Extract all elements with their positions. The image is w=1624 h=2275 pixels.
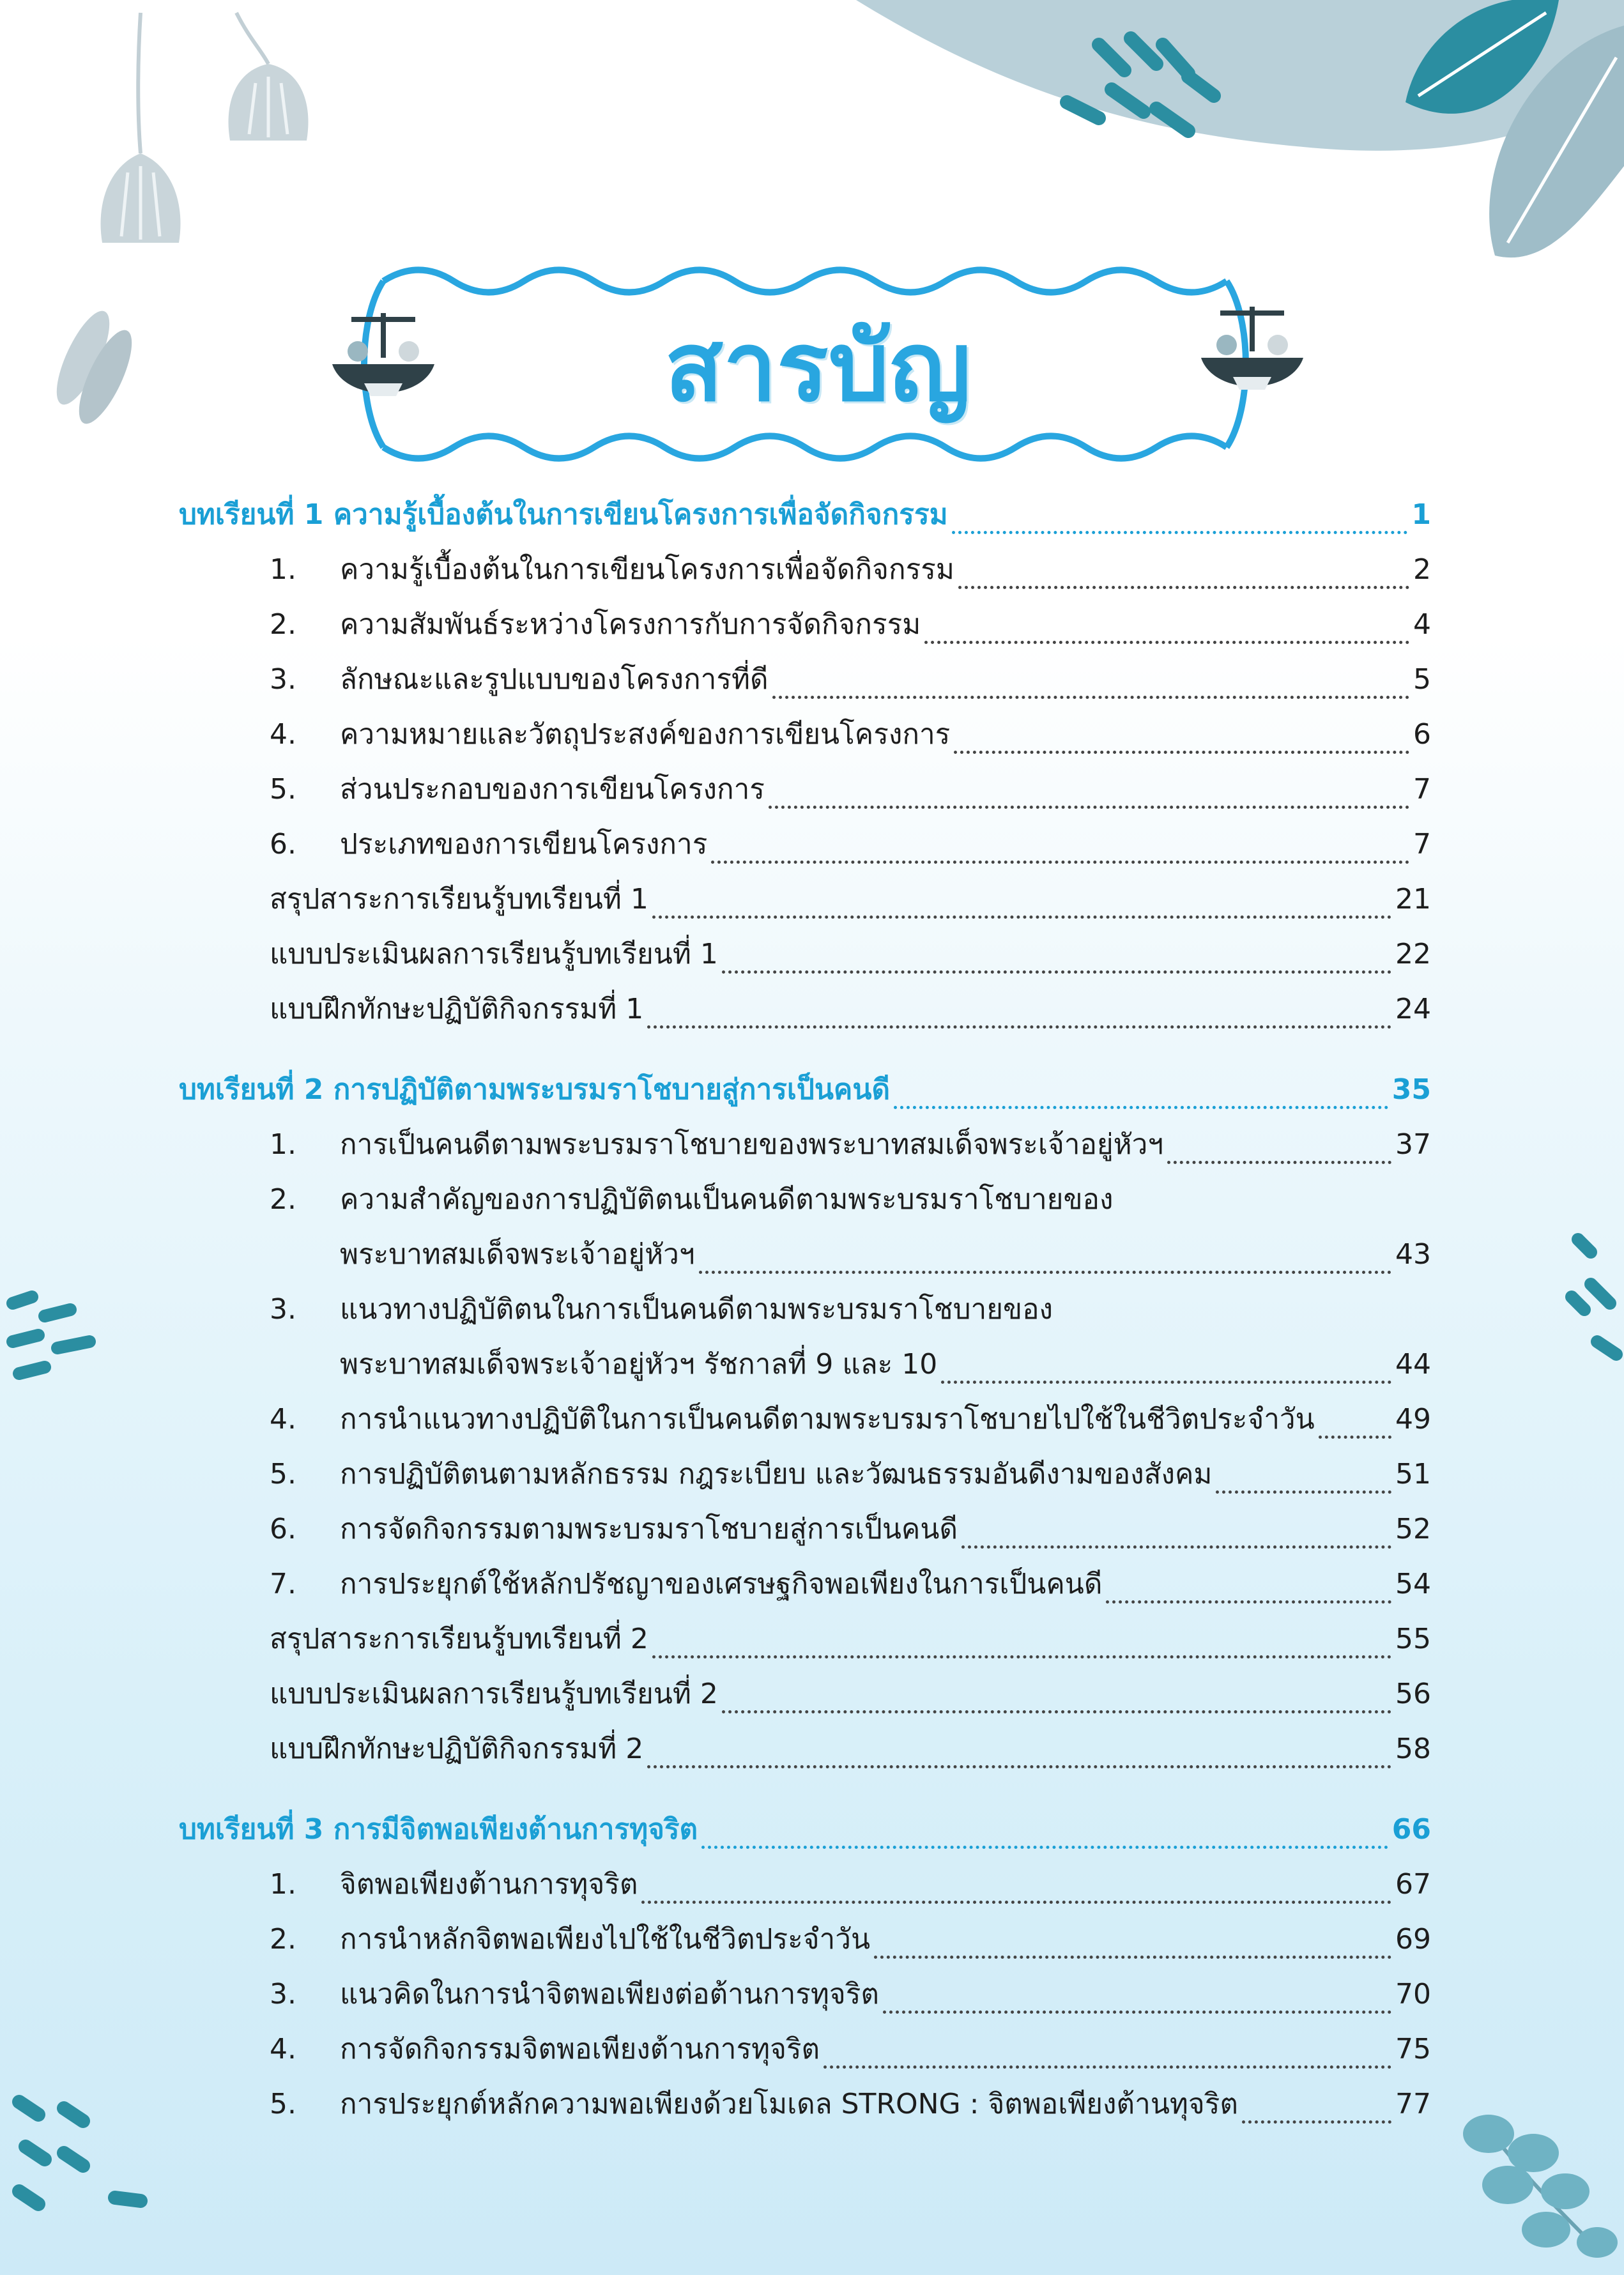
- toc-summary-label: แบบฝึกทักษะปฏิบัติกิจกรรมที่ 2: [270, 1733, 644, 1765]
- toc-summary-label: แบบประเมินผลการเรียนรู้บทเรียนที่ 1: [270, 938, 718, 970]
- dot-leader: [699, 1243, 1391, 1274]
- chapter-title: บทเรียนที่ 3 การมีจิตพอเพียงต้านการทุจริต: [179, 1813, 698, 1846]
- toc-summary-label: สรุปสาระการเรียนรู้บทเรียนที่ 1: [270, 883, 648, 915]
- table-of-contents: [179, 492, 1431, 2136]
- toc-item-page-number: 4: [1413, 608, 1431, 641]
- toc-item-label: การเป็นคนดีตามพระบรมราโชบายของพระบาทสมเด็จพระเจ้าอยู่หัวฯ: [340, 1128, 1164, 1161]
- toc-item-number: 2.: [270, 1923, 296, 1956]
- dot-leader: [722, 1682, 1391, 1713]
- toc-summary-item[interactable]: [179, 986, 1431, 1041]
- toc-item[interactable]: [179, 1177, 1431, 1232]
- dot-leader: [924, 613, 1409, 644]
- toc-item-page-number: 7: [1413, 828, 1431, 861]
- top-left-flower-decoration: [77, 0, 345, 268]
- chapter-title: บทเรียนที่ 1 ความรู้เบื้องต้นในการเขียนโครงการเพื่อจัดกิจกรรม: [179, 498, 948, 531]
- dot-leader: [652, 1627, 1391, 1658]
- toc-item[interactable]: [179, 822, 1431, 877]
- chapter-page-number: 66: [1391, 1813, 1431, 1846]
- toc-item-label: ความสำคัญของการปฏิบัติตนเป็นคนดีตามพระบรมราโชบายของ: [340, 1183, 1114, 1216]
- toc-item[interactable]: [179, 1397, 1431, 1452]
- toc-item-continuation[interactable]: [179, 1232, 1431, 1287]
- toc-item-number: 7.: [270, 1568, 296, 1600]
- toc-item-page-number: 75: [1395, 2033, 1431, 2065]
- toc-item-label: ประเภทของการเขียนโครงการ: [340, 828, 708, 861]
- toc-item-page-number: 67: [1395, 1868, 1431, 1901]
- toc-item-label: การนำหลักจิตพอเพียงไปใช้ในชีวิตประจำวัน: [340, 1923, 871, 1956]
- toc-item-number: 1.: [270, 1128, 296, 1161]
- chapter-page-number: 1: [1411, 498, 1431, 531]
- dot-leader: [883, 1982, 1391, 2014]
- chapter-heading[interactable]: [179, 1067, 1431, 1122]
- dot-leader: [1319, 1407, 1391, 1439]
- dot-leader: [941, 1352, 1391, 1384]
- chapter-heading[interactable]: [179, 492, 1431, 547]
- dot-leader: [722, 942, 1391, 974]
- dot-leader: [1106, 1572, 1391, 1604]
- toc-item-page-number: 6: [1413, 718, 1431, 751]
- toc-item-number: 2.: [270, 1183, 296, 1216]
- dot-leader: [1242, 2092, 1391, 2124]
- toc-item-label: ส่วนประกอบของการเขียนโครงการ: [340, 773, 765, 806]
- toc-item-label-continued: พระบาทสมเด็จพระเจ้าอยู่หัวฯ รัชกาลที่ 9 และ 10: [340, 1348, 938, 1381]
- toc-item[interactable]: [179, 547, 1431, 602]
- toc-summary-label: สรุปสาระการเรียนรู้บทเรียนที่ 2: [270, 1623, 648, 1655]
- toc-item-number: 2.: [270, 608, 296, 641]
- toc-item-label: ความสัมพันธ์ระหว่างโครงการกับการจัดกิจกรรม: [340, 608, 921, 641]
- toc-summary-label: แบบประเมินผลการเรียนรู้บทเรียนที่ 2: [270, 1678, 718, 1710]
- toc-summary-page-number: 58: [1395, 1733, 1431, 1765]
- toc-item-number: 5.: [270, 773, 296, 806]
- chapter-title: บทเรียนที่ 2 การปฏิบัติตามพระบรมราโชบายสู่การเป็นคนดี: [179, 1073, 891, 1106]
- toc-item[interactable]: [179, 2026, 1431, 2081]
- dot-leader: [652, 887, 1391, 919]
- toc-summary-page-number: 21: [1395, 883, 1431, 915]
- page-title: สารบัญ: [664, 312, 971, 423]
- dot-leader: [1216, 1462, 1391, 1494]
- dot-leader: [1167, 1133, 1391, 1164]
- toc-item-label: การประยุกต์หลักความพอเพียงด้วยโมเดล STRONG : จิตพอเพียงต้านทุจริต: [340, 2088, 1238, 2120]
- toc-item-number: 4.: [270, 718, 296, 751]
- dot-leader: [874, 1927, 1391, 1959]
- dot-leader: [823, 2037, 1391, 2069]
- toc-item-number: 6.: [270, 1513, 296, 1545]
- chapter-heading[interactable]: [179, 1807, 1431, 1862]
- toc-summary-item[interactable]: [179, 931, 1431, 986]
- toc-item-label: การจัดกิจกรรมจิตพอเพียงต้านการทุจริต: [340, 2033, 820, 2065]
- toc-item-label: การปฏิบัติตนตามหลักธรรม กฎระเบียบ และวัฒนธรรมอันดีงามของสังคม: [340, 1458, 1213, 1490]
- dot-leader: [769, 777, 1409, 809]
- toc-item-page-number: 5: [1413, 663, 1431, 696]
- right-dash-decoration: [1552, 1220, 1624, 1374]
- toc-item-number: 1.: [270, 1868, 296, 1901]
- toc-item[interactable]: [179, 1862, 1431, 1917]
- toc-item[interactable]: [179, 1917, 1431, 1972]
- toc-summary-page-number: 55: [1395, 1623, 1431, 1655]
- bottom-left-dash-decoration: [0, 2083, 160, 2236]
- toc-item[interactable]: [179, 1122, 1431, 1177]
- seed-leaf-decoration: [45, 294, 141, 441]
- toc-summary-label: แบบฝึกทักษะปฏิบัติกิจกรรมที่ 1: [270, 993, 644, 1025]
- toc-item-page-number: 7: [1413, 773, 1431, 806]
- toc-item-page-number: 77: [1395, 2088, 1431, 2120]
- toc-item[interactable]: [179, 1972, 1431, 2026]
- toc-item-number: 6.: [270, 828, 296, 861]
- toc-item-number: 4.: [270, 1403, 296, 1436]
- toc-item-number: 4.: [270, 2033, 296, 2065]
- toc-item-label: การจัดกิจกรรมตามพระบรมราโชบายสู่การเป็นคนดี: [340, 1513, 958, 1545]
- title-banner: [307, 256, 1329, 473]
- toc-summary-page-number: 22: [1395, 938, 1431, 970]
- toc-item-page-number: 37: [1395, 1128, 1431, 1161]
- dot-leader: [958, 558, 1409, 589]
- dot-leader: [647, 1737, 1391, 1768]
- toc-summary-page-number: 56: [1395, 1678, 1431, 1710]
- left-dash-decoration: [0, 1278, 128, 1406]
- dot-leader: [641, 1873, 1391, 1904]
- dot-leader: [772, 668, 1409, 699]
- toc-item[interactable]: [179, 602, 1431, 657]
- dot-leader: [894, 1078, 1388, 1109]
- toc-summary-item[interactable]: [179, 1616, 1431, 1671]
- toc-item-label: การนำแนวทางปฏิบัติในการเป็นคนดีตามพระบรมราโชบายไปใช้ในชีวิตประจำวัน: [340, 1403, 1315, 1436]
- toc-item-label: ความรู้เบื้องต้นในการเขียนโครงการเพื่อจัดกิจกรรม: [340, 553, 954, 586]
- toc-item-label: ความหมายและวัตถุประสงค์ของการเขียนโครงการ: [340, 718, 951, 751]
- toc-item-label: จิตพอเพียงต้านการทุจริต: [340, 1868, 638, 1901]
- toc-item-number: 3.: [270, 663, 296, 696]
- toc-item-continuation[interactable]: [179, 1342, 1431, 1397]
- toc-item[interactable]: [179, 1452, 1431, 1506]
- toc-item-number: 5.: [270, 1458, 296, 1490]
- toc-item[interactable]: [179, 1506, 1431, 1561]
- toc-item-page-number: 2: [1413, 553, 1431, 586]
- dot-leader: [701, 1818, 1388, 1849]
- toc-item-page-number: 49: [1395, 1403, 1431, 1436]
- dot-leader: [647, 997, 1391, 1029]
- toc-item[interactable]: [179, 1561, 1431, 1616]
- toc-item-page-number: 54: [1395, 1568, 1431, 1600]
- toc-item-number: 1.: [270, 553, 296, 586]
- toc-item[interactable]: [179, 1287, 1431, 1342]
- toc-item[interactable]: [179, 712, 1431, 767]
- toc-item-page-number: 52: [1395, 1513, 1431, 1545]
- top-right-blob-decoration: [856, 0, 1624, 281]
- toc-summary-item[interactable]: [179, 1671, 1431, 1726]
- toc-item-label: การประยุกต์ใช้หลักปรัชญาของเศรษฐกิจพอเพียงในการเป็นคนดี: [340, 1568, 1103, 1600]
- toc-summary-page-number: 24: [1395, 993, 1431, 1025]
- toc-item[interactable]: [179, 767, 1431, 822]
- toc-item-page-number: 43: [1395, 1238, 1431, 1271]
- dot-leader: [954, 723, 1409, 754]
- toc-item-page-number: 44: [1395, 1348, 1431, 1381]
- toc-item[interactable]: [179, 2081, 1431, 2136]
- toc-summary-item[interactable]: [179, 1726, 1431, 1781]
- toc-summary-item[interactable]: [179, 877, 1431, 931]
- bottom-right-plant-decoration: [1444, 2095, 1624, 2275]
- chapter-page-number: 35: [1391, 1073, 1431, 1106]
- toc-item-number: 3.: [270, 1978, 296, 2011]
- dot-leader: [961, 1517, 1391, 1549]
- toc-item-label: ลักษณะและรูปแบบของโครงการที่ดี: [340, 663, 769, 696]
- dot-leader: [711, 832, 1409, 864]
- dot-leader: [952, 503, 1408, 534]
- toc-item-label: แนวทางปฏิบัติตนในการเป็นคนดีตามพระบรมราโชบายของ: [340, 1293, 1053, 1326]
- toc-item-number: 5.: [270, 2088, 296, 2120]
- toc-item[interactable]: [179, 657, 1431, 712]
- toc-item-number: 3.: [270, 1293, 296, 1326]
- toc-item-page-number: 69: [1395, 1923, 1431, 1956]
- toc-item-label: แนวคิดในการนำจิตพอเพียงต่อต้านการทุจริต: [340, 1978, 879, 2011]
- toc-item-label-continued: พระบาทสมเด็จพระเจ้าอยู่หัวฯ: [340, 1238, 695, 1271]
- toc-item-page-number: 51: [1395, 1458, 1431, 1490]
- toc-item-page-number: 70: [1395, 1978, 1431, 2011]
